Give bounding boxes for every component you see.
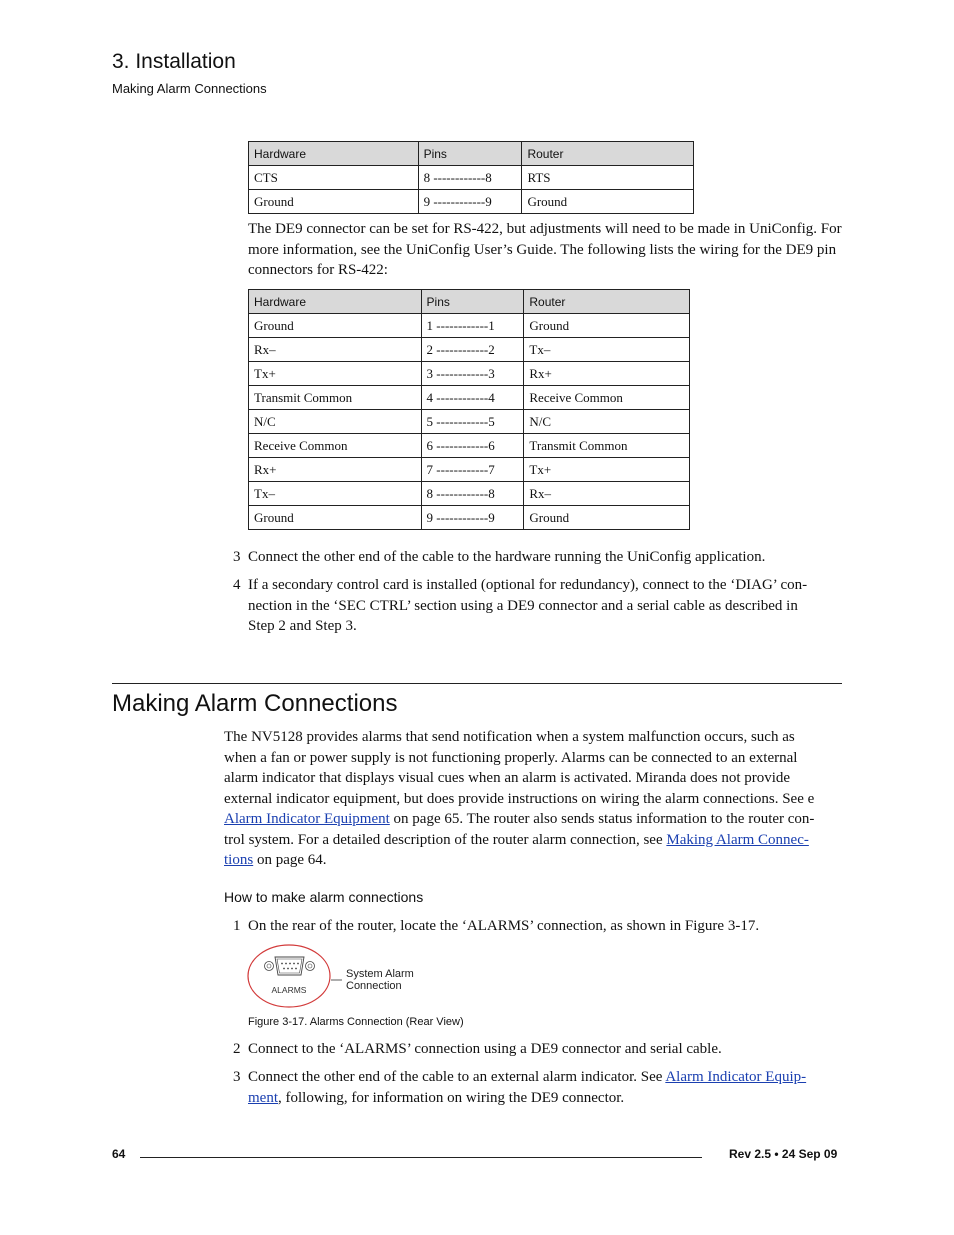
table-cell: 7 ------------7: [421, 458, 524, 482]
page-number: 64: [112, 1147, 126, 1161]
callout-label-line2: Connection: [346, 980, 402, 992]
table-cell: Tx–: [249, 482, 422, 506]
procedure-step-1: [233, 916, 848, 937]
rs422-intro-paragraph: [248, 219, 848, 281]
alarm-indicator-equipment-link[interactable]: Alarm Indicator Equip-: [665, 1069, 807, 1085]
step-number: 4: [233, 577, 241, 593]
step-text-line: [248, 1067, 848, 1088]
table-cell: 8 ------------8: [418, 166, 522, 190]
header-cell: Pins: [418, 142, 522, 166]
step-3-connect-uniconfig: [233, 547, 848, 568]
step-4-secondary-card: [233, 575, 848, 637]
making-alarm-connections-link-cont[interactable]: tions: [224, 852, 254, 868]
alarms-connector-figure: [246, 943, 446, 1011]
step-text: Connect to the ‘ALARMS’ connection using a DE9 connector and serial cable.: [248, 1041, 722, 1057]
table-cell: Ground: [524, 314, 690, 338]
table-cell: RTS: [522, 166, 694, 190]
paragraph-line: external indicator equipment, but does provide instructions on wiring the alarm connections. See e: [224, 790, 815, 807]
screw-icon: [265, 962, 274, 971]
table-cell: 9 ------------9: [421, 506, 524, 530]
table-cell: 2 ------------2: [421, 338, 524, 362]
paragraph-text: on page 64.: [253, 852, 327, 868]
step-text-line: If a secondary control card is installed (optional for redundancy), connect to the ‘DIAG’ con-: [248, 577, 808, 593]
alarm-indicator-equipment-link[interactable]: Alarm Indicator Equipment: [224, 811, 390, 827]
running-header-section: Making Alarm Connections: [112, 81, 267, 96]
chapter-title: 3. Installation: [112, 50, 236, 73]
alarms-connector-diagram: [246, 943, 446, 1011]
step-text: Connect the other end of the cable to the hardware running the UniConfig application.: [248, 549, 766, 565]
rs232-partial-table: [248, 141, 694, 214]
table-row: [249, 362, 690, 386]
screw-icon: [306, 962, 315, 971]
table-row: [249, 482, 690, 506]
table-cell: N/C: [249, 410, 422, 434]
rs422-pin-table: [248, 289, 690, 530]
paragraph-text: trol system. For a detailed description of the router alarm connection, see: [224, 831, 667, 848]
table-cell: 9 ------------9: [418, 190, 522, 214]
table-row: [249, 314, 690, 338]
table-header-row: [249, 290, 690, 314]
table-row: [249, 190, 694, 214]
header-cell: Hardware: [249, 290, 422, 314]
table-row: [249, 434, 690, 458]
paragraph-line: [224, 830, 849, 851]
paragraph-line: alarm indicator that displays visual cues when an alarm is activated. Miranda does not provide: [224, 770, 791, 786]
table-cell: Ground: [249, 506, 422, 530]
alarm-description-paragraph: [224, 727, 849, 871]
procedure-step-3: [233, 1067, 848, 1108]
table-cell: Transmit Common: [524, 434, 690, 458]
table-row: [249, 410, 690, 434]
table-cell: Rx–: [249, 338, 422, 362]
table-cell: Ground: [249, 314, 422, 338]
revision-label: Rev 2.5 • 24 Sep 09: [729, 1147, 838, 1161]
table-cell: Rx+: [249, 458, 422, 482]
callout-label-line1: System Alarm: [346, 968, 414, 980]
paragraph-text: The DE9 connector can be set for RS-422, but adjustments will need to be made in UniConfig. For more information, see the UniConfig User’s Guide. The following lists the wiring for the DE9 pin connectors for RS-422:: [248, 221, 842, 278]
connector-label: ALARMS: [271, 985, 307, 995]
paragraph-line: [224, 850, 849, 871]
table-cell: Rx+: [524, 362, 690, 386]
table-cell: Tx–: [524, 338, 690, 362]
step-number: 1: [233, 918, 241, 934]
table-row: [249, 458, 690, 482]
table-cell: Rx–: [524, 482, 690, 506]
table-cell: 3 ------------3: [421, 362, 524, 386]
table-row: [249, 386, 690, 410]
table-cell: Ground: [524, 506, 690, 530]
section-divider: [112, 683, 842, 684]
header-cell: Router: [524, 290, 690, 314]
de9-connector-inner: [277, 959, 302, 973]
table-cell: Ground: [249, 190, 419, 214]
table-cell: N/C: [524, 410, 690, 434]
making-alarm-connections-link[interactable]: Making Alarm Connec-: [666, 831, 809, 848]
step-number: 2: [233, 1041, 241, 1057]
table-header-row: [249, 142, 694, 166]
de9-pins: [281, 963, 299, 970]
header-cell: Hardware: [249, 142, 419, 166]
step-text-line: Step 2 and Step 3.: [248, 618, 357, 634]
section-title: Making Alarm Connections: [112, 690, 398, 717]
table-row: [249, 506, 690, 530]
step-text: Connect the other end of the cable to an external alarm indicator. See: [248, 1069, 666, 1085]
table-cell: Ground: [522, 190, 694, 214]
procedure-title: How to make alarm connections: [224, 889, 424, 905]
step-number: 3: [233, 1069, 241, 1085]
header-cell: Pins: [421, 290, 524, 314]
screw-icon-inner: [267, 964, 271, 968]
table-cell: 1 ------------1: [421, 314, 524, 338]
step-text-line: nection in the ‘SEC CTRL’ section using a DE9 connector and a serial cable as described in: [248, 597, 798, 614]
table-cell: Receive Common: [249, 434, 422, 458]
table-cell: Receive Common: [524, 386, 690, 410]
table-cell: 6 ------------6: [421, 434, 524, 458]
step-text-line: [248, 1088, 848, 1109]
step-number: 3: [233, 549, 241, 565]
table-cell: 5 ------------5: [421, 410, 524, 434]
highlight-ellipse: [248, 945, 330, 1007]
paragraph-line: when a fan or power supply is not functioning properly. Alarms can be connected to an external: [224, 749, 798, 766]
alarm-indicator-equipment-link-cont[interactable]: ment: [248, 1089, 278, 1106]
table-cell: Tx+: [249, 362, 422, 386]
table-row: [249, 166, 694, 190]
step-text: On the rear of the router, locate the ‘ALARMS’ connection, as shown in Figure 3-17.: [248, 918, 760, 934]
header-cell: Router: [522, 142, 694, 166]
paragraph-line: [224, 809, 849, 830]
table-row: [249, 338, 690, 362]
screw-icon-inner: [308, 964, 312, 968]
table-cell: 8 ------------8: [421, 482, 524, 506]
footer-rule: [140, 1157, 702, 1158]
paragraph-line: The NV5128 provides alarms that send notification when a system malfunction occurs, such as: [224, 729, 795, 745]
table-cell: 4 ------------4: [421, 386, 524, 410]
procedure-step-2: [233, 1039, 848, 1060]
table-cell: Transmit Common: [249, 386, 422, 410]
paragraph-text: on page 65. The router also sends status information to the router con-: [389, 811, 815, 827]
step-text: , following, for information on wiring the DE9 connector.: [278, 1089, 625, 1106]
figure-caption: Figure 3-17. Alarms Connection (Rear View): [248, 1016, 464, 1028]
table-cell: CTS: [249, 166, 419, 190]
table-cell: Tx+: [524, 458, 690, 482]
